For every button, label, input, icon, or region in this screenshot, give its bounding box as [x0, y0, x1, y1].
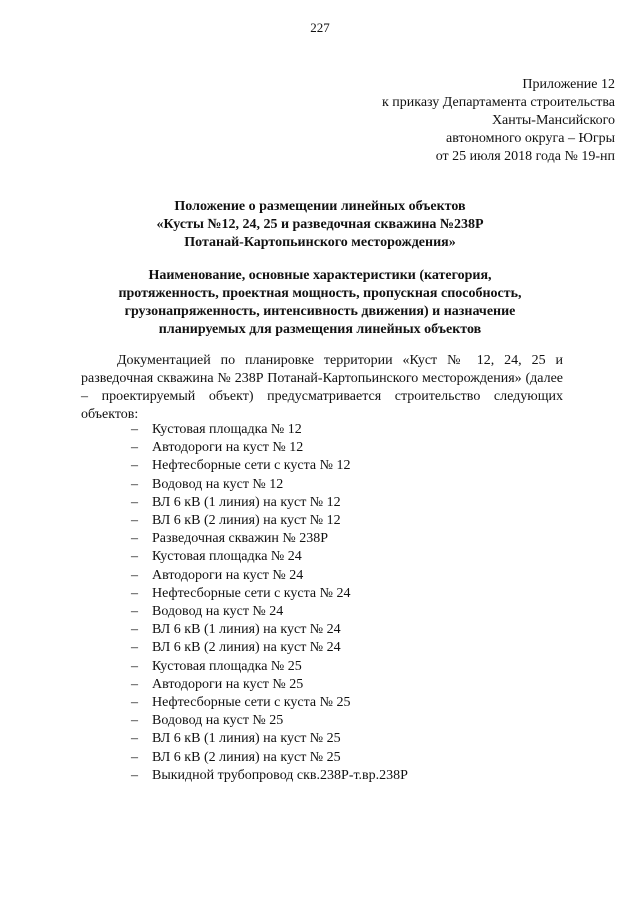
- title-line: Потанай-Картопьинского месторождения»: [184, 235, 456, 250]
- list-marker: –: [131, 494, 138, 510]
- intro-paragraph: Документацией по планировке территории «Куст № 12, 24, 25 и разведочная скважина № 238Р Потанай-Картопьинского месторождения» (далее – проектируемый объект) предусматривается строительство следующих объектов:: [81, 353, 563, 422]
- list-item: [131, 603, 408, 621]
- list-marker: –: [131, 549, 138, 565]
- list-item-text: Кустовая площадка № 25: [152, 658, 302, 674]
- list-item-text: Нефтесборные сети с куста № 24: [152, 585, 351, 601]
- list-marker: –: [131, 567, 138, 583]
- list-item-text: Выкидной трубопровод скв.238Р-т.вр.238Р: [152, 767, 408, 783]
- list-marker: –: [131, 476, 138, 492]
- list-item: [131, 676, 408, 694]
- section-heading: [0, 267, 640, 339]
- list-marker: –: [131, 604, 138, 620]
- title-line: «Кусты №12, 24, 25 и разведочная скважина №238Р: [156, 217, 484, 232]
- list-item-text: Автодороги на куст № 25: [152, 676, 304, 692]
- appendix-line: от 25 июля 2018 года № 19-нп: [435, 149, 615, 164]
- list-item: [131, 767, 408, 785]
- list-item-text: ВЛ 6 кВ (2 линия) на куст № 12: [152, 513, 341, 529]
- list-item: [131, 476, 408, 494]
- list-item-text: Нефтесборные сети с куста № 12: [152, 458, 351, 474]
- list-marker: –: [131, 731, 138, 747]
- list-item-text: Водовод на куст № 12: [152, 476, 284, 492]
- list-item-text: Водовод на куст № 25: [152, 713, 284, 729]
- appendix-line: к приказу Департамента строительства: [381, 95, 615, 110]
- heading-line: протяженность, проектная мощность, пропускная способность,: [118, 286, 522, 301]
- list-item: [131, 658, 408, 676]
- list-item-text: ВЛ 6 кВ (2 линия) на куст № 25: [152, 749, 341, 765]
- list-item-text: ВЛ 6 кВ (1 линия) на куст № 25: [152, 731, 341, 747]
- list-marker: –: [131, 622, 138, 638]
- list-item-text: Кустовая площадка № 24: [152, 549, 302, 565]
- list-item: [131, 567, 408, 585]
- list-marker: –: [131, 585, 138, 601]
- document-title: [0, 198, 640, 252]
- appendix-line: Приложение 12: [522, 77, 615, 92]
- list-marker: –: [131, 713, 138, 729]
- list-marker: –: [131, 695, 138, 711]
- heading-line: Наименование, основные характеристики (категория,: [148, 268, 492, 283]
- list-item: [131, 585, 408, 603]
- appendix-line: автономного округа – Югры: [446, 131, 615, 146]
- list-item: [131, 621, 408, 639]
- title-line: Положение о размещении линейных объектов: [174, 199, 466, 214]
- appendix-line: Ханты-Мансийского: [491, 113, 615, 128]
- list-item: [131, 730, 408, 748]
- heading-line: грузонапряженность, интенсивность движения) и назначение: [124, 304, 516, 319]
- list-marker: –: [131, 531, 138, 547]
- appendix-header: [382, 76, 615, 166]
- list-item: [131, 694, 408, 712]
- heading-line: планируемых для размещения линейных объектов: [158, 322, 482, 337]
- list-item-text: Автодороги на куст № 12: [152, 440, 304, 456]
- list-marker: –: [131, 422, 138, 437]
- list-item-text: Нефтесборные сети с куста № 25: [152, 695, 351, 711]
- list-item: [131, 421, 408, 439]
- list-item: [131, 639, 408, 657]
- list-marker: –: [131, 676, 138, 692]
- list-item-text: Автодороги на куст № 24: [152, 567, 304, 583]
- list-marker: –: [131, 640, 138, 656]
- list-item: [131, 494, 408, 512]
- list-item: [131, 457, 408, 475]
- list-item: [131, 548, 408, 566]
- list-item-text: Кустовая площадка № 12: [152, 422, 302, 437]
- list-item: [131, 530, 408, 548]
- objects-list: [131, 421, 408, 785]
- list-item-text: ВЛ 6 кВ (1 линия) на куст № 24: [152, 622, 341, 638]
- list-item-text: Разведочная скважин № 238Р: [152, 531, 328, 547]
- list-marker: –: [131, 440, 138, 456]
- page-number: 227: [310, 20, 330, 35]
- list-marker: –: [131, 458, 138, 474]
- list-item: [131, 512, 408, 530]
- list-item: [131, 439, 408, 457]
- list-marker: –: [131, 513, 138, 529]
- list-marker: –: [131, 749, 138, 765]
- list-item: [131, 749, 408, 767]
- list-item-text: ВЛ 6 кВ (2 линия) на куст № 24: [152, 640, 341, 656]
- list-marker: –: [131, 658, 138, 674]
- list-item: [131, 712, 408, 730]
- list-item-text: Водовод на куст № 24: [152, 604, 284, 620]
- list-marker: –: [131, 767, 138, 783]
- list-item-text: ВЛ 6 кВ (1 линия) на куст № 12: [152, 494, 341, 510]
